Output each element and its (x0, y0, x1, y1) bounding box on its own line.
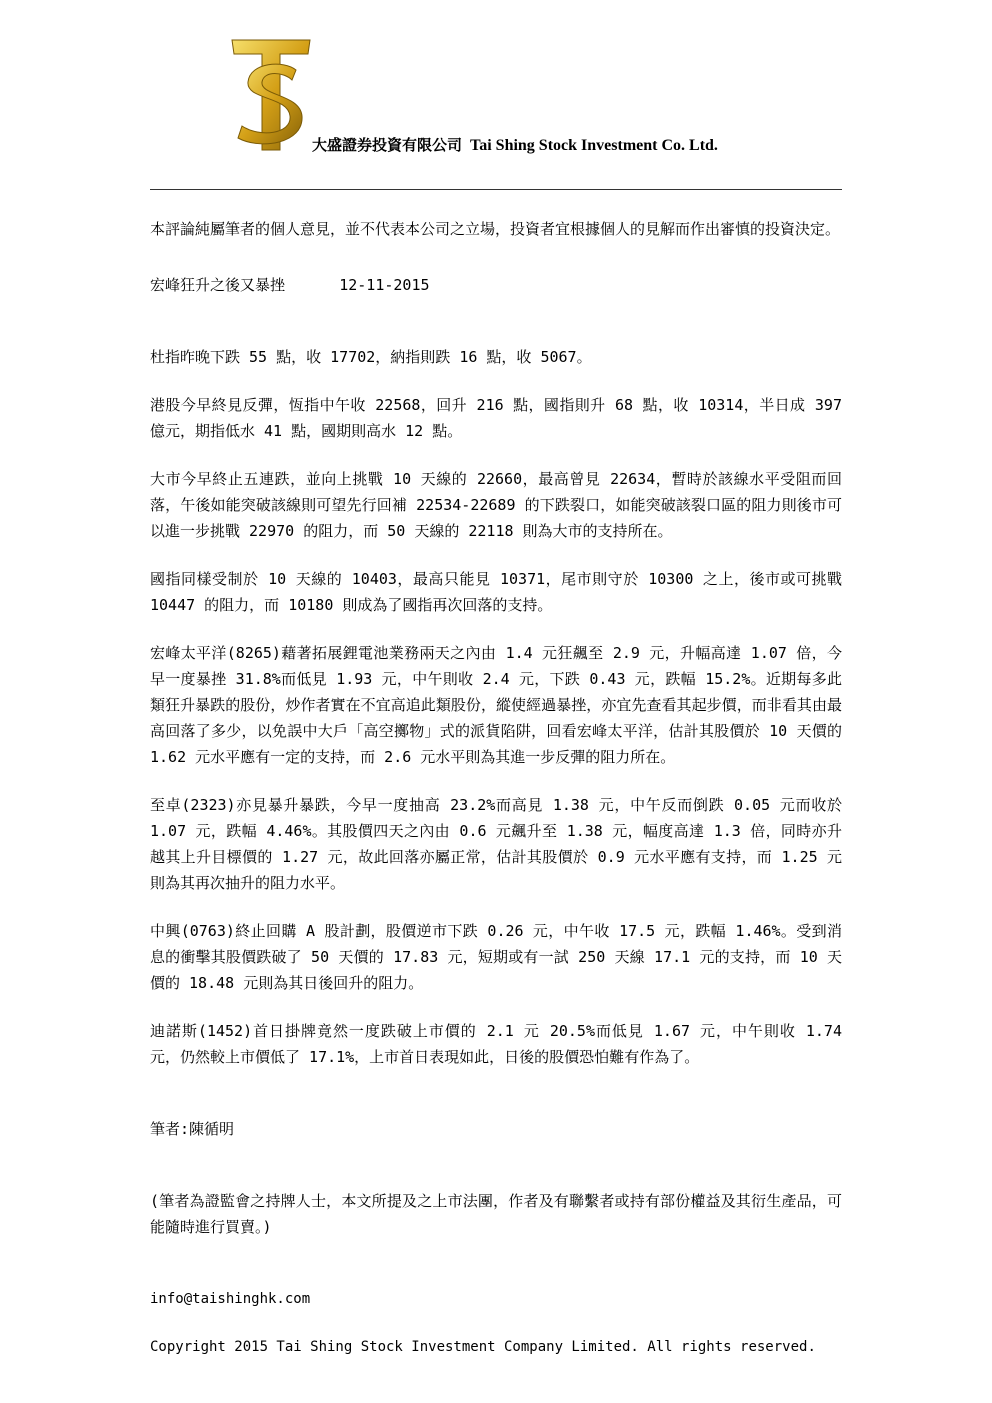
paragraph: 大市今早終止五連跌，並向上挑戰 10 天線的 22660，最高曾見 22634，暫時於該線水平受阻而回落，午後如能突破該線則可望先行回補 22534-22689 的下跌裂口，如能突破該裂口區的阻力則後市可以進一步挑戰 22970 的阻力，而 50 天線的 22118 則為大市的支持所在。 (150, 470, 842, 540)
article-date: 12-11-2015 (339, 276, 430, 294)
paragraph: 國指同樣受制於 10 天線的 10403，最高只能見 10371，尾市則守於 10300 之上，後市或可挑戰 10447 的阻力，而 10180 則成為了國指再次回落的支持。 (150, 570, 842, 614)
paragraph: 至卓(2323)亦見暴升暴跌，今早一度抽高 23.2%而高見 1.38 元，中午反而倒跌 0.05 元而收於 1.07 元，跌幅 4.46%。其股價四天之內由 0.6 元飆升至 1.38 元，幅度高達 1.3 倍，同時亦升越其上升目標價的 1.27 元，故此回落亦屬正常，估計其股價於 0.9 元水平應有支持，而 1.25 元則為其再次抽升的阻力水平。 (150, 796, 842, 892)
contact-email[interactable]: info@taishinghk.com (150, 1291, 311, 1307)
paragraph: 宏峰太平洋(8265)藉著拓展鋰電池業務兩天之內由 1.4 元狂飆至 2.9 元，升幅高達 1.07 倍，今早一度暴挫 31.8%而低見 1.93 元，中午則收 2.4 元，下跌 0.43 元，跌幅 15.2%。近期每多此類狂升暴跌的股份，炒作者實在不宜高追此類股份，縱使經過暴挫，亦宜先查看其起步價，而非看其由最高回落了多少，以免誤中大戶「高空擲物」式的派貨陷阱，回看宏峰太平洋，估計其股價於 10 天價的 1.62 元水平應有一定的支持，而 2.6 元水平則為其進一步反彈的阻力所在。 (150, 644, 842, 766)
company-name-en: Tai Shing Stock Investment Co. Ltd. (470, 137, 718, 154)
article-title: 宏峰狂升之後又暴挫 (150, 276, 286, 294)
paragraph: 杜指昨晚下跌 55 點，收 17702，納指則跌 16 點，收 5067。 (150, 348, 592, 366)
paragraph: 港股今早終見反彈，恆指中午收 22568，回升 216 點，國指則升 68 點，收 10314，半日成 397 億元，期指低水 41 點，國期則高水 12 點。 (150, 396, 842, 440)
author: 筆者:陳循明 (150, 1120, 235, 1138)
paragraph: 迪諾斯(1452)首日掛牌竟然一度跌破上市價的 2.1 元 20.5%而低見 1.67 元，中午則收 1.74 元，仍然較上市價低了 17.1%，上市首日表現如此，日後的股價恐怕難有作為了。 (150, 1022, 842, 1066)
company-name-zh: 大盛證券投資有限公司 (312, 136, 463, 154)
paragraph: 中興(0763)終止回購 A 股計劃，股價逆市下跌 0.26 元，中午收 17.5 元，跌幅 1.46%。受到消息的衝擊其股價跌破了 50 天價的 17.83 元，短期或有一試 250 天線 17.1 元的支持，而 10 天價的 18.48 元則為其日後回升的阻力。 (150, 922, 842, 992)
holding-note: (筆者為證監會之持牌人士，本文所提及之上市法團，作者及有聯繫者或持有部份權益及其衍生產品，可能隨時進行買賣。) (150, 1192, 842, 1236)
copyright: Copyright 2015 Tai Shing Stock Investment Company Limited. All rights reserved. (150, 1339, 816, 1355)
ts-gold-logo-icon (226, 38, 316, 154)
article-body (150, 216, 842, 1360)
disclaimer: 本評論純屬筆者的個人意見，並不代表本公司之立場，投資者宜根據個人的見解而作出審慎的投資決定。 (150, 220, 841, 238)
article-title-line (150, 272, 842, 298)
header-divider (150, 189, 842, 190)
company-name (312, 134, 718, 155)
